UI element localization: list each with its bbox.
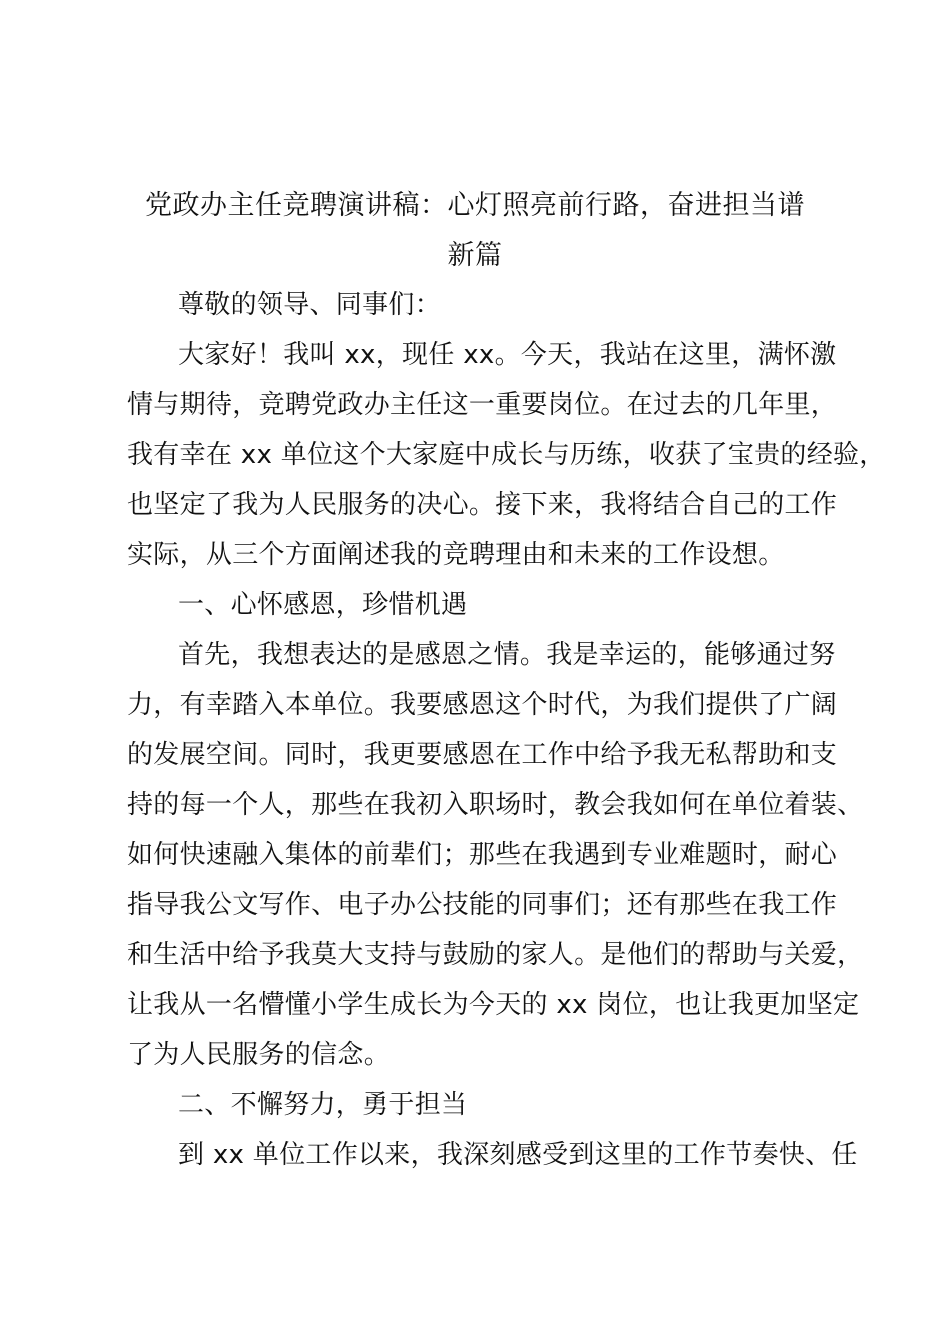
section-heading-2: 二、不懈努力，勇于担当 (178, 1090, 468, 1120)
body-line: 让我从一名懵懂小学生成长为今天的 xx 岗位，也让我更加坚定 (127, 990, 860, 1020)
body-line: 大家好！我叫 xx，现任 xx。今天，我站在这里，满怀激 (178, 340, 837, 370)
body-line: 实际，从三个方面阐述我的竞聘理由和未来的工作设想。 (127, 540, 785, 570)
body-line: 到 xx 单位工作以来，我深刻感受到这里的工作节奏快、任 (178, 1140, 858, 1170)
body-line: 情与期待，竞聘党政办主任这一重要岗位。在过去的几年里， (127, 390, 838, 420)
document-title-line-2: 新篇 (447, 240, 503, 271)
body-line: 了为人民服务的信念。 (127, 1040, 391, 1070)
body-line: 力，有幸踏入本单位。我要感恩这个时代，为我们提供了广阔 (127, 690, 838, 720)
body-line: 如何快速融入集体的前辈们；那些在我遇到专业难题时，耐心 (127, 840, 838, 870)
document-title-line-1: 党政办主任竞聘演讲稿：心灯照亮前行路，奋进担当谱 (145, 190, 805, 221)
body-line: 首先，我想表达的是感恩之情。我是幸运的，能够通过努 (178, 640, 836, 670)
body-line: 指导我公文写作、电子办公技能的同事们；还有那些在我工作 (127, 890, 838, 920)
body-line: 也坚定了我为人民服务的决心。接下来，我将结合自己的工作 (127, 490, 838, 520)
section-heading-1: 一、心怀感恩，珍惜机遇 (178, 590, 468, 620)
body-line: 持的每一个人，那些在我初入职场时，教会我如何在单位着装、 (127, 790, 864, 820)
body-line: 我有幸在 xx 单位这个大家庭中成长与历练，收获了宝贵的经验， (127, 440, 886, 470)
salutation: 尊敬的领导、同事们： (178, 290, 442, 320)
body-line: 和生活中给予我莫大支持与鼓励的家人。是他们的帮助与关爱， (127, 940, 864, 970)
body-line: 的发展空间。同时，我更要感恩在工作中给予我无私帮助和支 (127, 740, 838, 770)
